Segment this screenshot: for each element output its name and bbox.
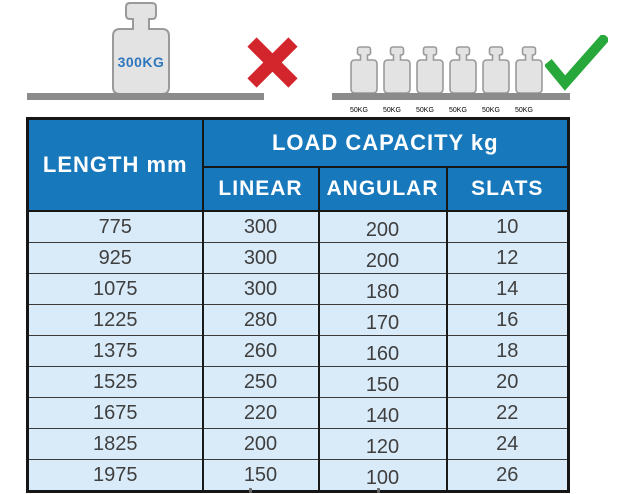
cell-linear: 300 [203,243,319,274]
table-row [28,367,569,398]
cell-slats: 26 [447,460,569,492]
weight-silhouette [482,46,510,94]
cell-linear: 200 [203,429,319,460]
table-row [28,398,569,429]
cell-length: 1075 [28,274,203,305]
cell-linear: 250 [203,367,319,398]
cell-linear: 260 [203,336,319,367]
cell-linear: 280 [203,305,319,336]
cell-slats: 18 [447,336,569,367]
weight-label: 50KG [383,107,401,114]
weight-50kg-icon [416,46,444,114]
cell-angular: 120 [319,429,447,460]
weight-label: 50KG [449,107,467,114]
table-row [28,336,569,367]
cell-length: 1825 [28,429,203,460]
cell-angular: 170 [319,305,447,336]
cell-length: 775 [28,211,203,243]
weight-silhouette [449,46,477,94]
weight-50kg-icon [515,46,543,114]
cell-slats: 24 [447,429,569,460]
cell-slats: 16 [447,305,569,336]
cell-slats: 14 [447,274,569,305]
weight-50kg-icon [350,46,378,114]
table-row [28,305,569,336]
cell-angular: 180 [319,274,447,305]
cell-angular: 100 [319,460,447,492]
cropped-text-remnant [377,488,380,493]
cell-slats: 20 [447,367,569,398]
weight-label: 50KG [350,107,368,114]
weight-label: 50KG [482,107,500,114]
load-capacity-table [26,117,570,493]
weight-silhouette [112,2,170,95]
table-row [28,243,569,274]
weight-label: 300KG [117,54,165,70]
weight-50kg-group [350,46,543,114]
table-row [28,274,569,305]
cell-linear: 300 [203,211,319,243]
cell-length: 1525 [28,367,203,398]
weight-50kg-icon [482,46,510,114]
cell-length: 1225 [28,305,203,336]
shelf-bar [332,93,570,100]
table-row [28,460,569,492]
column-header-slats: SLATS [447,167,569,211]
table-header-row-top [28,119,569,168]
cross-icon [246,35,299,90]
weight-silhouette [515,46,543,94]
weight-silhouette [416,46,444,94]
cell-angular: 140 [319,398,447,429]
column-header-load-capacity: LOAD CAPACITY kg [203,119,569,168]
shelf-bar [27,93,264,100]
cell-angular: 150 [319,367,447,398]
cell-length: 1675 [28,398,203,429]
weight-50kg-icon [383,46,411,114]
cell-slats: 10 [447,211,569,243]
cell-angular: 160 [319,336,447,367]
cell-length: 1975 [28,460,203,492]
weight-silhouette [383,46,411,94]
column-header-angular: ANGULAR [319,167,447,211]
weight-300kg-icon [112,2,170,95]
table-row [28,211,569,243]
weight-label: 50KG [416,107,434,114]
cropped-text-remnant [249,488,252,493]
cell-length: 925 [28,243,203,274]
column-header-length: LENGTH mm [28,119,203,212]
weight-silhouette [350,46,378,94]
weight-50kg-icon [449,46,477,114]
weight-label: 50KG [515,107,533,114]
cell-angular: 200 [319,211,447,243]
column-header-linear: LINEAR [203,167,319,211]
table-row [28,429,569,460]
cell-linear: 220 [203,398,319,429]
cell-slats: 22 [447,398,569,429]
cell-angular: 200 [319,243,447,274]
cell-slats: 12 [447,243,569,274]
cell-linear: 300 [203,274,319,305]
cell-length: 1375 [28,336,203,367]
check-icon [545,35,608,91]
cell-linear: 150 [203,460,319,492]
